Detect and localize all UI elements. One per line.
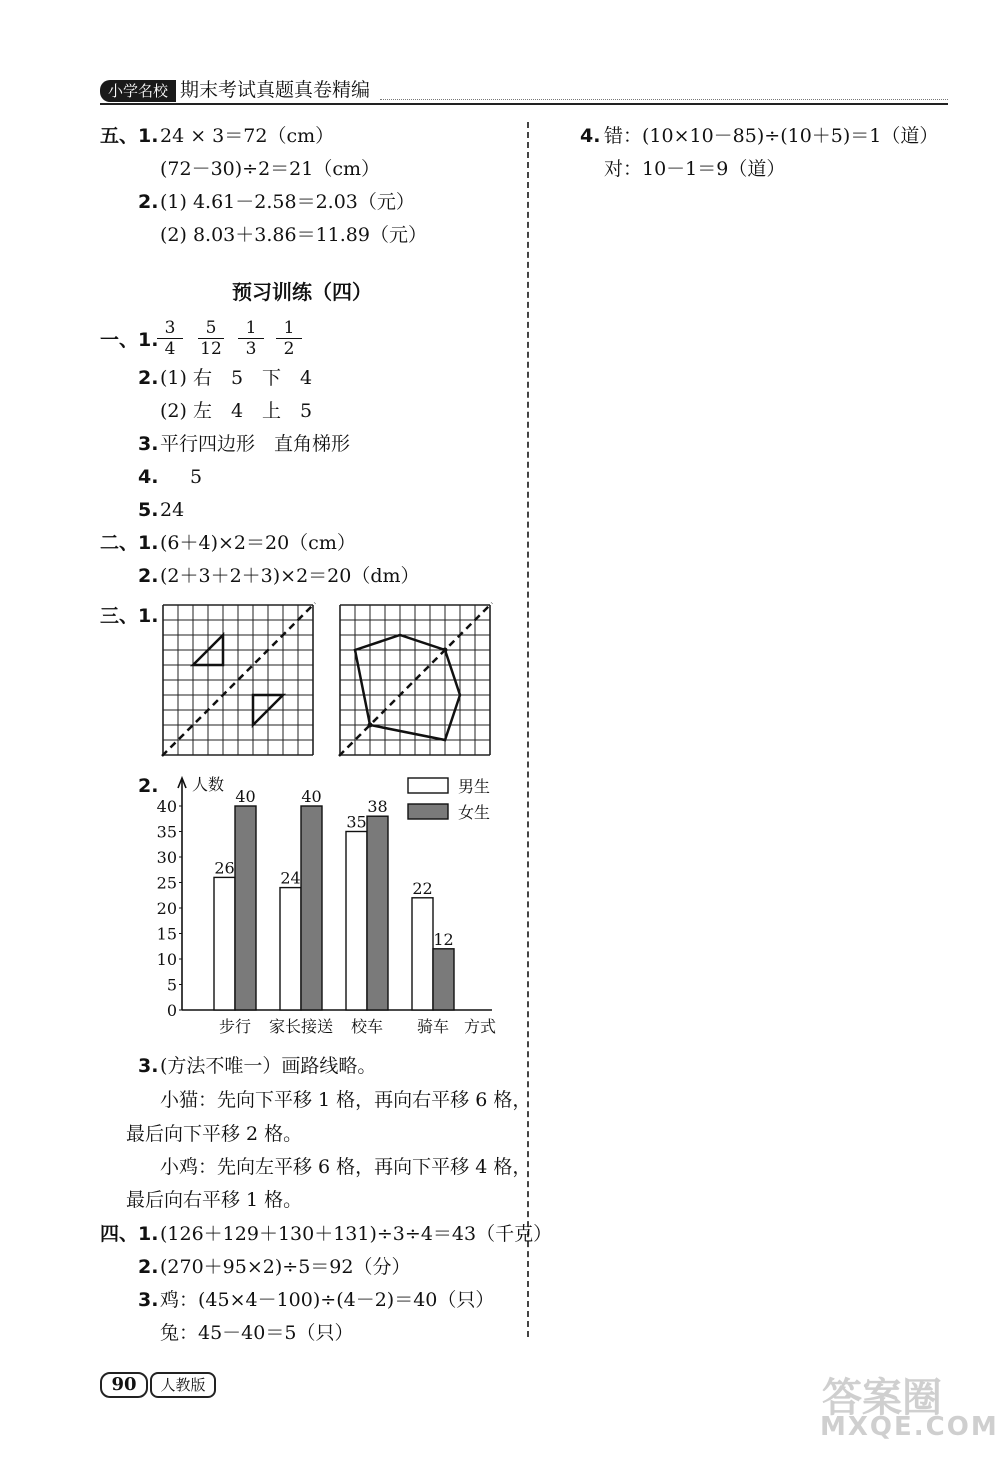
y-tick-label: 15	[156, 924, 177, 944]
q-number: 4.	[138, 466, 159, 488]
q-number: 2.	[138, 367, 159, 389]
y-tick-label: 25	[156, 873, 177, 893]
answer-line: (6＋4)×2＝20（cm）	[160, 532, 356, 554]
legend-label: 男生	[458, 777, 491, 796]
series-badge: 小学名校	[100, 80, 176, 102]
bar-value-label: 22	[412, 878, 433, 898]
answer-line: (1) 4.61－2.58＝2.03（元）	[160, 191, 415, 213]
y-axis-label: 人数	[192, 775, 225, 794]
bar-chart	[150, 770, 520, 1040]
category-label: 步行	[218, 1017, 252, 1036]
y-tick-label: 10	[156, 950, 177, 969]
fraction: $\frac{5}{12}$	[198, 318, 224, 359]
fraction: $\frac{3}{4}$	[157, 318, 183, 359]
section-five-label: 五、	[100, 125, 139, 147]
header-dotted-rule	[380, 99, 948, 100]
answer-line: 小猫：先向下平移 1 格，再向右平移 6 格，	[160, 1089, 532, 1111]
watermark-logo: 答案圈	[822, 1375, 942, 1421]
category-label: 家长接送	[268, 1017, 334, 1036]
answer-line: (126＋129＋130＋131)÷3÷4＝43（千克）	[160, 1223, 553, 1245]
answer-line: 5	[190, 466, 203, 488]
q-number: 3.	[138, 433, 159, 455]
bar	[346, 832, 367, 1011]
answer-line: 平行四边形 直角梯形	[160, 433, 351, 455]
q-number: 2.	[138, 775, 159, 797]
category-label: 校车	[350, 1017, 384, 1036]
answer-line: 最后向下平移 2 格。	[126, 1123, 303, 1145]
x-axis-label: 方式	[463, 1017, 496, 1036]
section-three-label: 三、	[100, 605, 139, 627]
answer-line: 兔：45－40＝5（只）	[160, 1322, 354, 1344]
q-number: 2.	[138, 1256, 159, 1278]
section-one-label: 一、	[100, 329, 139, 351]
bar	[301, 806, 322, 1010]
answer-line: 小鸡：先向左平移 6 格，再向下平移 4 格，	[160, 1156, 532, 1178]
vertex-dot	[443, 648, 448, 653]
q-number: 1.	[138, 125, 159, 147]
answer-line: (72－30)÷2＝21（cm）	[160, 158, 381, 180]
q-number: 2.	[138, 565, 159, 587]
edition-badge: 人教版	[150, 1372, 216, 1398]
header-rule	[100, 103, 948, 105]
section-four-label: 四、	[100, 1223, 139, 1245]
section-two-label: 二、	[100, 532, 139, 554]
y-tick-label: 35	[156, 822, 177, 842]
answer-line: (270＋95×2)÷5＝92（分）	[160, 1256, 411, 1278]
answer-line: 错：(10×10－85)÷(10＋5)＝1（道）	[604, 125, 939, 147]
answer-line: 24	[160, 499, 185, 521]
page-number: 90	[100, 1372, 148, 1398]
y-tick-label: 40	[156, 797, 177, 816]
q-number: 3.	[138, 1289, 159, 1311]
bar-value-label: 40	[235, 787, 256, 806]
q-number: 1.	[138, 605, 159, 627]
section-title: 预习训练（四）	[232, 280, 372, 304]
answer-line: 最后向右平移 1 格。	[126, 1189, 303, 1211]
y-tick-label: 0	[166, 1001, 177, 1020]
legend-label: 女生	[458, 803, 491, 822]
bar	[235, 806, 256, 1010]
q-number: 5.	[138, 499, 159, 521]
bar	[433, 949, 454, 1010]
fraction: $\frac{1}{2}$	[276, 318, 302, 359]
bar-value-label: 35	[346, 812, 367, 832]
q-number: 1.	[138, 1223, 159, 1245]
q-number: 4.	[580, 125, 601, 147]
y-tick-label: 20	[156, 899, 177, 918]
bar-value-label: 24	[280, 868, 301, 888]
answer-line: (1) 右 5 下 4	[160, 367, 313, 389]
answer-line: 对：10－1＝9（道）	[604, 158, 786, 180]
legend-swatch	[408, 804, 448, 819]
bar-value-label: 40	[301, 787, 322, 806]
bar	[412, 898, 433, 1010]
vertex-dot	[368, 723, 373, 728]
watermark-url: MXQE.COM	[820, 1412, 999, 1442]
book-title: 期末考试真题真卷精编	[180, 79, 371, 101]
answer-line: 24 × 3＝72（cm）	[160, 125, 335, 147]
symmetry-grid-polygon	[337, 602, 495, 758]
q-number: 1.	[138, 329, 159, 351]
bar-value-label: 26	[214, 858, 235, 878]
q-number: 1.	[138, 532, 159, 554]
bar	[280, 888, 301, 1010]
answer-line: (2＋3＋2＋3)×2＝20（dm）	[160, 565, 420, 587]
answer-line: 鸡：(45×4－100)÷(4－2)＝40（只）	[160, 1289, 495, 1311]
fraction: $\frac{1}{3}$	[238, 318, 264, 359]
bar-value-label: 12	[433, 929, 454, 949]
bar	[214, 877, 235, 1010]
bar	[367, 816, 388, 1010]
symmetry-grid-triangles	[160, 602, 318, 758]
legend-swatch	[408, 778, 448, 793]
bar-value-label: 38	[367, 797, 388, 817]
answer-line: (2) 8.03＋3.86＝11.89（元）	[160, 224, 427, 246]
answer-line: (方法不唯一）画路线略。	[160, 1055, 377, 1077]
q-number: 3.	[138, 1055, 159, 1077]
category-label: 骑车	[416, 1017, 450, 1036]
y-tick-label: 5	[166, 975, 177, 995]
y-tick-label: 30	[156, 848, 177, 867]
answer-line: (2) 左 4 上 5	[160, 400, 313, 422]
q-number: 2.	[138, 191, 159, 213]
